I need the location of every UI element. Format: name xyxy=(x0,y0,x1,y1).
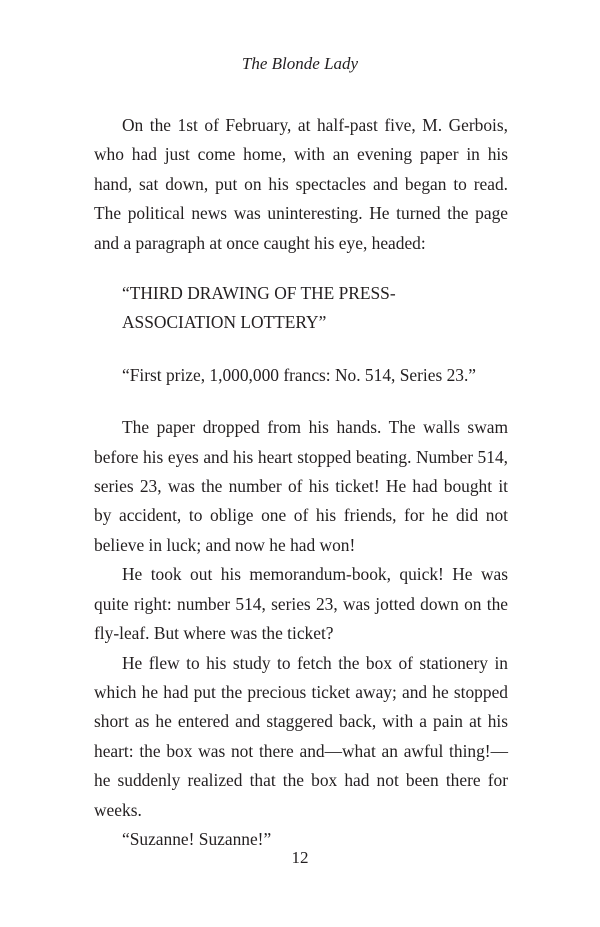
body-text xyxy=(94,111,508,854)
lottery-headline: “THIRD DRAWING OF THE PRESS-ASSOCIATION LOTTERY” xyxy=(122,283,396,333)
paragraph-study-box: He flew to his study to fetch the box of stationery in which he had put the precious ticket away; and he stopped short as he entered and staggered back, with a pain at his heart: the box was not there and—what an awful thing!—he suddenly realized that the box had not been there for weeks. xyxy=(94,652,508,820)
paragraph-suzanne: “Suzanne! Suzanne!” xyxy=(122,828,272,849)
paragraph-ticket-number: The paper dropped from his hands. The walls swam before his eyes and his heart stopped beating. Number 514, series 23, was the number of his ticket! He had bought it by accident, to oblige one of his friends, for he did not believe in luck; and now he had won! xyxy=(94,417,508,555)
paragraph-opening: On the 1st of February, at half-past five, M. Gerbois, who had just come home, with an evening paper in his hand, sat down, put on his spectacles and began to read. The political news was uninteresting. He turned the page and a paragraph at once caught his eye, headed: xyxy=(94,115,508,253)
page-number: 12 xyxy=(291,848,309,867)
paragraph-memorandum-book: He took out his memorandum-book, quick! He was quite right: number 514, series 23, was jotted down on the fly-leaf. But where was the ticket? xyxy=(94,564,508,644)
prize-announcement: “First prize, 1,000,000 francs: No. 514, Series 23.” xyxy=(122,364,477,385)
running-head-title: The Blonde Lady xyxy=(241,54,359,73)
